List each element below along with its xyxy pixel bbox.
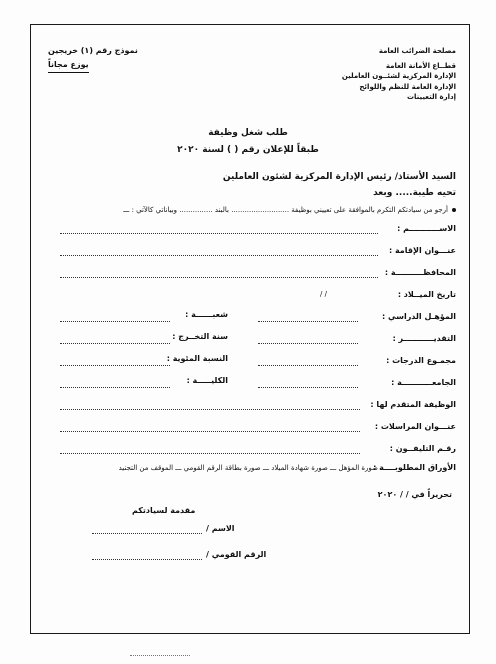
scan-artifact — [130, 655, 190, 656]
announcement-ref: طبقاً للإعلان رقم ( ) لسنة ٢٠٢٠ — [177, 145, 319, 155]
mail-address-label: عنـــوان المراسلات : — [374, 422, 456, 431]
grade-label: التقديـــــــــــر : — [392, 334, 456, 343]
birth-date-field[interactable]: / / — [320, 290, 327, 298]
form-title: طلب شغل وظيفة — [208, 128, 288, 138]
grad-year-label: سنة التخــرج : — [172, 332, 228, 341]
national-id-label: الرقم القومي / — [206, 550, 267, 559]
qualification-label: المؤهـل الدراسي : — [382, 312, 456, 321]
distribution-note: يوزع مجاناً — [48, 58, 89, 73]
phone-field[interactable] — [60, 453, 360, 454]
header-line-3: الإدارة المركزية لشئــون العاملين — [341, 72, 456, 80]
presented-by: مقدمة لسيادتكم — [132, 506, 196, 515]
page-border — [30, 24, 470, 634]
total-marks-field[interactable] — [258, 365, 358, 366]
header-line-5: إدارة التعيينات — [406, 93, 456, 101]
addressee: السيد الأستاذ/ رئيس الإدارة المركزية لشئون العاملين — [222, 172, 456, 182]
phone-label: رقـم التليفــون : — [389, 444, 456, 453]
faculty-label: الكليـــــة : — [186, 376, 228, 385]
governorate-field[interactable] — [60, 277, 378, 278]
signer-name-field[interactable] — [92, 533, 202, 534]
percentage-field[interactable] — [60, 365, 170, 366]
birth-date-label: تاريخ الميــلاد : — [397, 290, 456, 299]
university-field[interactable] — [258, 387, 358, 388]
request-text: أرجو من سيادتكم التكرم بالموافقة على تعييني بوظيفة .......................... بالبند ............... وبياناتي كالآتي : ـــ — [123, 206, 448, 214]
division-field[interactable] — [60, 321, 170, 322]
university-label: الجامعـــــــــــة : — [391, 378, 456, 387]
authority-header — [342, 46, 456, 103]
qualification-field[interactable] — [258, 321, 358, 322]
signer-name-label: الاسم / — [206, 524, 235, 533]
applied-job-label: الوظيفة المتقدم لها : — [370, 400, 456, 409]
form-number: نموذج رقم (١) خريجين — [48, 46, 138, 55]
required-docs-text: صورة المؤهل ـــ صورة شهادة الميلاد ـــ صورة بطاقة الرقم القومي ـــ الموقف من التجنيد — [118, 464, 378, 472]
applied-job-field[interactable] — [60, 409, 360, 410]
mail-address-field[interactable] — [60, 431, 360, 432]
grad-year-field[interactable] — [60, 343, 170, 344]
residence-field[interactable] — [60, 255, 378, 256]
total-marks-label: مجمـوع الدرجات : — [386, 356, 456, 365]
header-line-2: قطــاع الأمانة العامة — [385, 61, 456, 70]
name-field[interactable] — [60, 233, 378, 234]
governorate-label: المحافظــــــــــة : — [384, 268, 456, 277]
bullet-icon — [452, 208, 456, 212]
division-label: شعبــــــة : — [185, 310, 228, 319]
percentage-label: النسبة المئوية : — [166, 354, 228, 363]
header-line-1: مصلحة الضرائب العامة — [378, 47, 456, 55]
date-line: تحريراً في / / ٢٠٢٠ — [377, 490, 452, 499]
grade-field[interactable] — [258, 343, 358, 344]
national-id-field[interactable] — [92, 559, 202, 560]
required-docs-label: الأوراق المطلوبــــة : — [373, 463, 456, 472]
form-number-block — [48, 44, 138, 73]
request-paragraph — [123, 206, 456, 214]
name-label: الاســـــــــــم : — [397, 224, 456, 233]
greeting: تحيه طيبة..... وبعد — [373, 188, 456, 198]
residence-label: عنـــوان الإقامة : — [388, 246, 456, 255]
header-line-4: الإدارة العامة للنظم واللوائح — [359, 82, 456, 91]
faculty-field[interactable] — [60, 387, 170, 388]
